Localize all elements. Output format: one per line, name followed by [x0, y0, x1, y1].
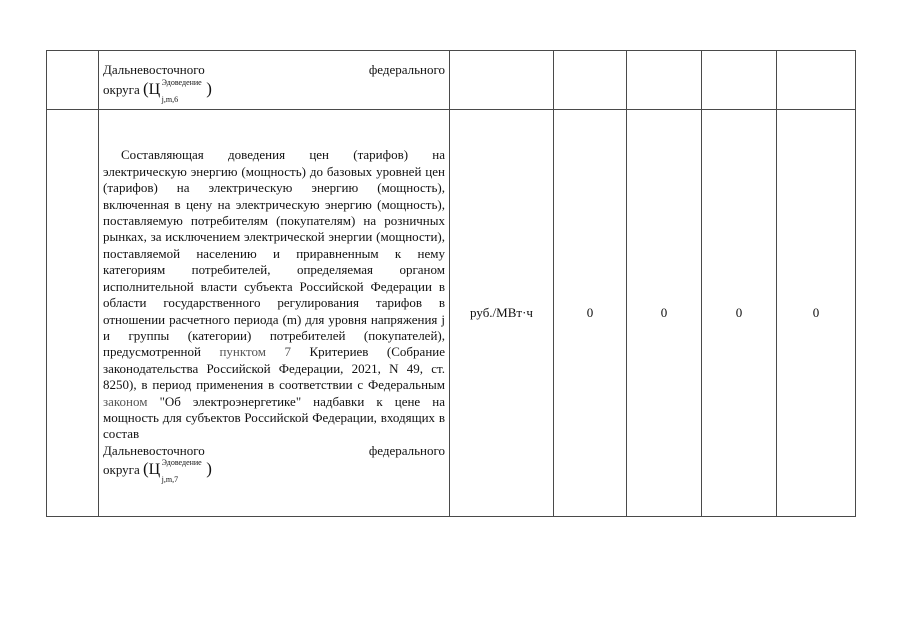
law-link-law[interactable]: законом	[103, 393, 148, 409]
row-number-cell	[47, 110, 99, 517]
description-text: Дальневосточного федерального	[103, 62, 445, 78]
formula-subscript: j,m,7	[161, 475, 179, 485]
law-link-item7[interactable]: пунктом 7	[219, 344, 292, 360]
description-cell	[99, 110, 450, 517]
description-cell	[99, 51, 450, 110]
formula-superscript: Эдоведение	[161, 458, 202, 468]
unit-cell: руб./МВт·ч	[450, 110, 554, 517]
tariff-table	[46, 50, 856, 517]
value-cell	[702, 51, 777, 110]
value-cell: 0	[702, 110, 777, 517]
table-row	[47, 51, 856, 110]
value-cell: 0	[554, 110, 627, 517]
formula: округа (Ц Эдоведение j,m,6 )	[103, 81, 212, 98]
value-cell	[777, 51, 856, 110]
formula-superscript: Эдоведение	[161, 77, 202, 87]
value-cell: 0	[627, 110, 702, 517]
table-row	[47, 110, 856, 517]
formula: округа (Ц Эдоведение j,m,7 )	[103, 461, 212, 478]
value-cell: 0	[777, 110, 856, 517]
description-text: Критериев (Собрание законодательства Российской Федерации, 2021, N 49, ст. 8250), в период применения в соответствии с Федеральным	[103, 344, 445, 393]
unit-cell	[450, 51, 554, 110]
value-cell	[627, 51, 702, 110]
description-text: Дальневосточного федерального	[103, 442, 445, 458]
value-cell	[554, 51, 627, 110]
description-text: Составляющая доведения цен (тарифов) на электрическую энергию (мощность) до базовых уровней цен (тарифов) на электрическую энергию (мощность), включенная в цену на электрическую энергию (мощность), поставляемую потребителям (покупателям) на розничных рынках, за исключением электрической энергии (мощности), поставляемой населению и приравненным к нему категориям потребителей, определяемая органом исполнительной власти субъекта Российской Федерации в области государственного регулирования тарифов в отношении расчетного периода (m) для уровня напряжения j и группы (категории) потребителей (покупателей), предусмотренной	[103, 147, 445, 360]
row-number-cell	[47, 51, 99, 110]
formula-subscript: j,m,6	[161, 94, 179, 104]
description-text: "Об электроэнергетике" надбавки к цене на мощность для субъектов Российской Федерации, входящих в состав	[103, 393, 445, 442]
